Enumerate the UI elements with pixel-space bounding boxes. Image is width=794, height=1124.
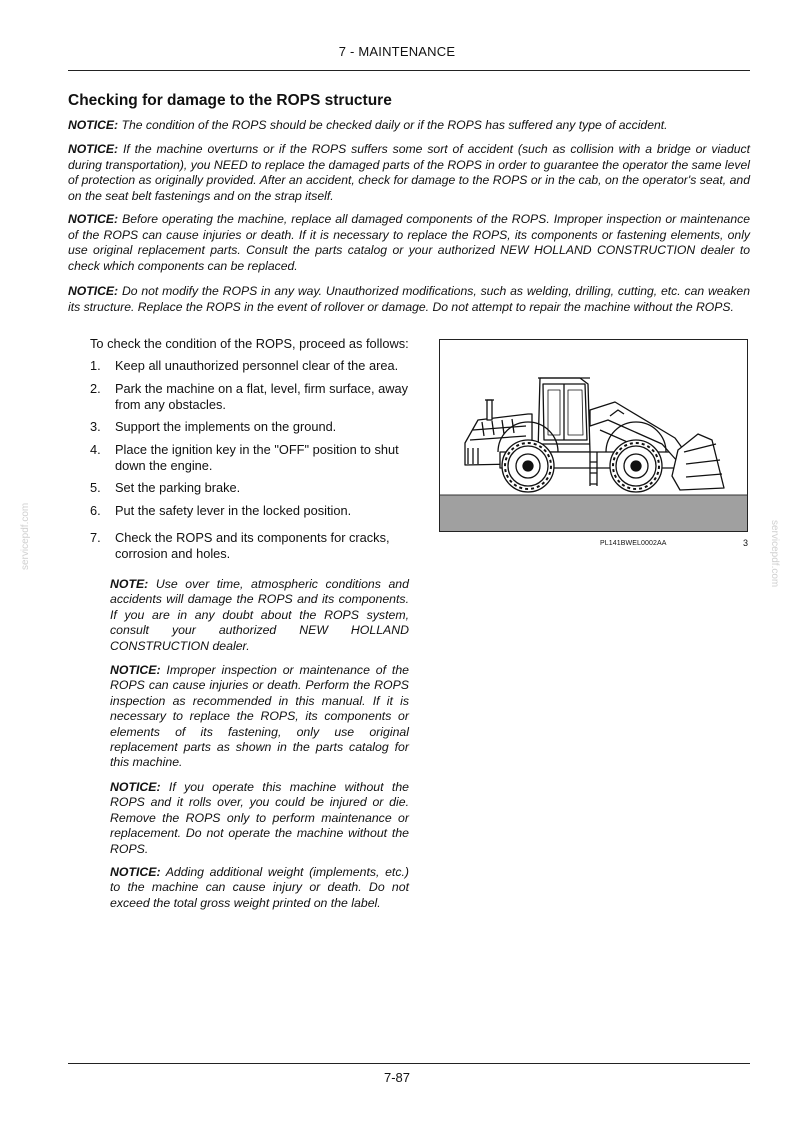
procedure-intro: To check the condition of the ROPS, proceed as follows: <box>90 336 409 351</box>
list-item <box>90 503 410 519</box>
notice-label: NOTICE: <box>68 118 119 132</box>
list-item <box>90 480 410 496</box>
notice-overturn <box>68 142 750 204</box>
watermark-right: servicepdf.com <box>769 520 780 588</box>
figure-frame <box>439 339 748 532</box>
notice-text: The condition of the ROPS should be checked daily or if the ROPS has suffered any type of accident. <box>118 118 668 132</box>
notice-text: If you operate this machine without the ROPS and it rolls over, you could be injured or die. Remove the ROPS only to perform maintenance or replacement. Do not operate the machine without the ROPS. <box>110 780 409 856</box>
step-text: Support the implements on the ground. <box>115 419 337 434</box>
notice-label: NOTICE: <box>68 284 119 298</box>
figure-caption: PL141BWEL0002AA <box>600 540 667 547</box>
footer-rule <box>68 1063 750 1064</box>
notice-text: Before operating the machine, replace all damaged components of the ROPS. Improper inspection or maintenance of the ROPS can cause injuries or death. If it is necessary to replace the ROPS, its components or fastening elements, only use original replacement parts. Consult the parts catalog or your authorized NEW HOLLAND CONSTRUCTION dealer to check which components can be replaced. <box>68 212 750 273</box>
page-number: 7-87 <box>383 1070 411 1085</box>
step-number: 1. <box>90 358 101 373</box>
figure-number: 3 <box>743 538 749 548</box>
notice-label: NOTICE: <box>110 865 161 879</box>
section-title: Checking for damage to the ROPS structure <box>68 92 392 109</box>
list-item <box>90 381 410 413</box>
procedure-column <box>90 336 410 568</box>
notice-daily-check <box>68 118 750 134</box>
step-text: Check the ROPS and its components for cracks, corrosion and holes. <box>115 529 390 561</box>
page-header-section: 7 - MAINTENANCE <box>338 44 456 59</box>
note-text: Use over time, atmospheric conditions and accidents will damage the ROPS and its components. If you are in any doubt about the ROPS system, consult your authorized NEW HOLLAND CONSTRUCTION dealer. <box>110 577 409 653</box>
step-number: 5. <box>90 480 101 495</box>
notice-label: NOTICE: <box>110 663 161 677</box>
procedure-steps <box>90 358 410 562</box>
notice-additional-weight <box>110 865 409 911</box>
step-number: 4. <box>90 441 101 457</box>
step-text: Keep all unauthorized personnel clear of the area. <box>115 358 399 373</box>
notice-text: Adding additional weight (implements, etc.) to the machine can cause injury or death. Do not exceed the total gross weight printed on the label. <box>110 865 409 910</box>
step-number: 3. <box>90 419 101 434</box>
list-item <box>90 530 410 562</box>
list-item <box>90 419 410 435</box>
step-number: 2. <box>90 380 101 396</box>
notice-replace-damaged <box>68 212 750 274</box>
step-number: 6. <box>90 502 101 518</box>
step-text: Set the parking brake. <box>115 480 241 495</box>
note-label: NOTE: <box>110 577 149 591</box>
notice-improper-inspection <box>110 663 409 771</box>
header-rule <box>68 70 750 71</box>
note-rops-wear <box>110 577 409 654</box>
notice-text: Do not modify the ROPS in any way. Unauthorized modifications, such as welding, drilling, cutting, etc. can weaken its structure. Replace the ROPS in the event of rollover or damage. Do not attempt to repair the machine without the ROPS. <box>68 284 750 314</box>
step-text: Put the safety lever in the locked position. <box>115 502 352 518</box>
list-item <box>90 358 410 374</box>
list-item <box>90 442 410 474</box>
notice-text: Improper inspection or maintenance of the ROPS can cause injuries or death. Perform the ROPS inspection as recommended in this manual. If it is necessary to replace the ROPS, its components or elements of its fastening, only use original replacement parts as shown in the parts catalog for this machine. <box>110 663 409 770</box>
step-text: Place the ignition key in the "OFF" position to shut down the engine. <box>115 441 399 473</box>
step-text: Park the machine on a flat, level, firm surface, away from any obstacles. <box>115 380 409 412</box>
notice-label: NOTICE: <box>110 780 161 794</box>
wheel-loader-illustration-icon <box>440 340 747 531</box>
notice-label: NOTICE: <box>68 212 119 226</box>
notice-operate-without-rops <box>110 780 409 857</box>
notice-label: NOTICE: <box>68 142 119 156</box>
notice-no-modification <box>68 284 750 315</box>
step-number: 7. <box>90 529 101 545</box>
notice-text: If the machine overturns or if the ROPS suffers some sort of accident (such as collision with a bridge or viaduct during transportation), you NEED to replace the damaged parts of the ROPS in order to guarantee the operator the same level of protection as originally provided. After an accident, check for damage to the ROPS or in the cab, on the operator's seat, and on the seat belt fastenings and on the strap itself. <box>68 142 750 203</box>
watermark-left: servicepdf.com <box>20 502 31 570</box>
